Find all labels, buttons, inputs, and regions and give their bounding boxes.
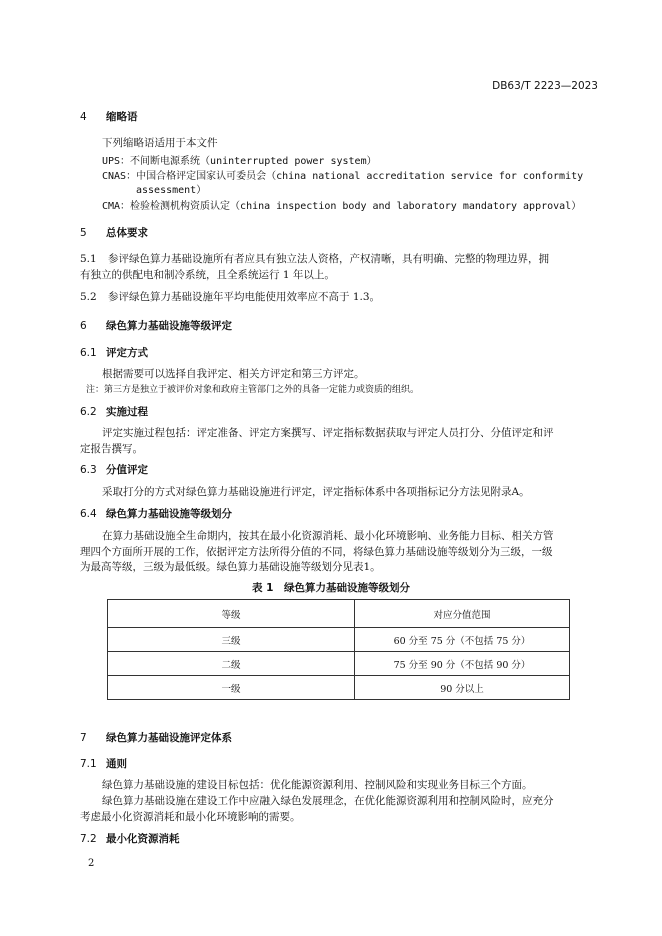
subsection-title: 最小化资源消耗: [106, 833, 180, 845]
subsection-7-1-text1: 绿色算力基础设施的建设目标包括：优化能源资源利用、控制风险和实现业务目标三个方面。: [102, 779, 533, 791]
table-header-row: [108, 600, 570, 628]
abbr-intro: 下列缩略语适用于本文件: [102, 137, 218, 149]
subsection-7-1-text2-line1: 绿色算力基础设施在建设工作中应融入绿色发展理念，在优化能源资源利用和控制风险时，应充分: [102, 795, 554, 807]
subsection-6-4-heading: [80, 506, 232, 521]
table-row: [108, 628, 570, 652]
subsection-6-1-text: 根据需要可以选择自我评定、相关方评定和第三方评定。: [102, 368, 365, 380]
clause-5-1-line1: [80, 251, 549, 266]
subsection-6-4-line1: 在算力基础设施全生命期内，按其在最小化资源消耗、最小化环境影响、业务能力目标、相关方管: [102, 530, 554, 542]
table-cell: 三级: [108, 628, 355, 652]
clause-text: 参评绿色算力基础设施年平均电能使用效率应不高于 1.3。: [108, 291, 381, 303]
table-cell: 一级: [108, 676, 355, 700]
subsection-number: 6.2: [80, 406, 97, 418]
section-title: 绿色算力基础设施评定体系: [106, 732, 232, 744]
table-row: [108, 652, 570, 676]
clause-5-2: [80, 289, 380, 304]
subsection-title: 分值评定: [106, 464, 148, 476]
section-4-heading: [80, 109, 138, 124]
table-cell: 90 分以上: [355, 676, 570, 700]
subsection-6-2-line1: 评定实施过程包括：评定准备、评定方案撰写、评定指标数据获取与评定人员打分、分值评定和评: [102, 427, 554, 439]
subsection-title: 通则: [106, 758, 127, 770]
abbr-cma: CMA：检验检测机构资质认定（china inspection body and laboratory mandatory approval）: [102, 201, 582, 212]
clause-number: 5.2: [80, 291, 97, 303]
subsection-number: 7.1: [80, 758, 97, 770]
table-header-cell: 等级: [108, 600, 355, 628]
section-5-heading: [80, 225, 148, 240]
section-number: 7: [80, 732, 87, 744]
abbr-cnas-line2: assessment）: [136, 185, 207, 196]
subsection-6-3-text: 采取打分的方式对绿色算力基础设施进行评定，评定指标体系中各项指标记分方法见附录A。: [102, 486, 530, 498]
table-cell: 60 分至 75 分（不包括 75 分）: [355, 628, 570, 652]
subsection-6-2-heading: [80, 404, 148, 419]
section-title: 缩略语: [106, 111, 138, 123]
subsection-7-1-heading: [80, 756, 127, 771]
subsection-title: 绿色算力基础设施等级划分: [106, 508, 232, 520]
subsection-6-3-heading: [80, 462, 148, 477]
note: 注：第三方是独立于被评价对象和政府主管部门之外的具备一定能力或资质的组织。: [86, 385, 420, 395]
abbr-ups: UPS：不间断电源系统（uninterrupted power system）: [102, 156, 377, 167]
table-cell: 二级: [108, 652, 355, 676]
table-cell: 75 分至 90 分（不包括 90 分）: [355, 652, 570, 676]
table-row: [108, 676, 570, 700]
subsection-7-2-heading: [80, 831, 180, 846]
subsection-6-4-line2: 理四个方面所开展的工作，依据评定方法所得分值的不同，将绿色算力基础设施等级划分为三级，一级: [80, 546, 553, 558]
section-number: 6: [80, 320, 87, 332]
clause-5-1-line2: 有独立的供配电和制冷系统，且全系统运行 1 年以上。: [80, 269, 335, 281]
section-number: 4: [80, 111, 87, 123]
subsection-7-1-text2-line2: 考虑最小化资源消耗和最小化环境影响的需要。: [80, 811, 301, 823]
subsection-number: 6.3: [80, 464, 97, 476]
standard-number: DB63/T 2223—2023: [492, 80, 598, 92]
subsection-number: 6.1: [80, 347, 97, 359]
subsection-6-2-line2: 定报告撰写。: [80, 443, 143, 455]
section-7-heading: [80, 730, 232, 745]
section-number: 5: [80, 227, 87, 239]
subsection-title: 评定方式: [106, 347, 148, 359]
grade-table: [107, 599, 570, 700]
clause-number: 5.1: [80, 253, 97, 265]
clause-text: 参评绿色算力基础设施所有者应具有独立法人资格，产权清晰，具有明确、完整的物理边界，拥: [108, 253, 549, 265]
section-title: 绿色算力基础设施等级评定: [106, 320, 232, 332]
page-number: 2: [88, 858, 95, 869]
subsection-number: 7.2: [80, 833, 97, 845]
table-header-cell: 对应分值范围: [355, 600, 570, 628]
subsection-6-1-heading: [80, 345, 148, 360]
table-caption: 表 1 绿色算力基础设施等级划分: [252, 582, 410, 594]
abbr-cnas-line1: CNAS：中国合格评定国家认可委员会（china national accreditation service for conformity: [102, 171, 584, 182]
section-title: 总体要求: [106, 227, 148, 239]
subsection-title: 实施过程: [106, 406, 148, 418]
section-6-heading: [80, 318, 232, 333]
subsection-6-4-line3: 为最高等级，三级为最低级。绿色算力基础设施等级划分见表1。: [80, 561, 381, 573]
subsection-number: 6.4: [80, 508, 97, 520]
